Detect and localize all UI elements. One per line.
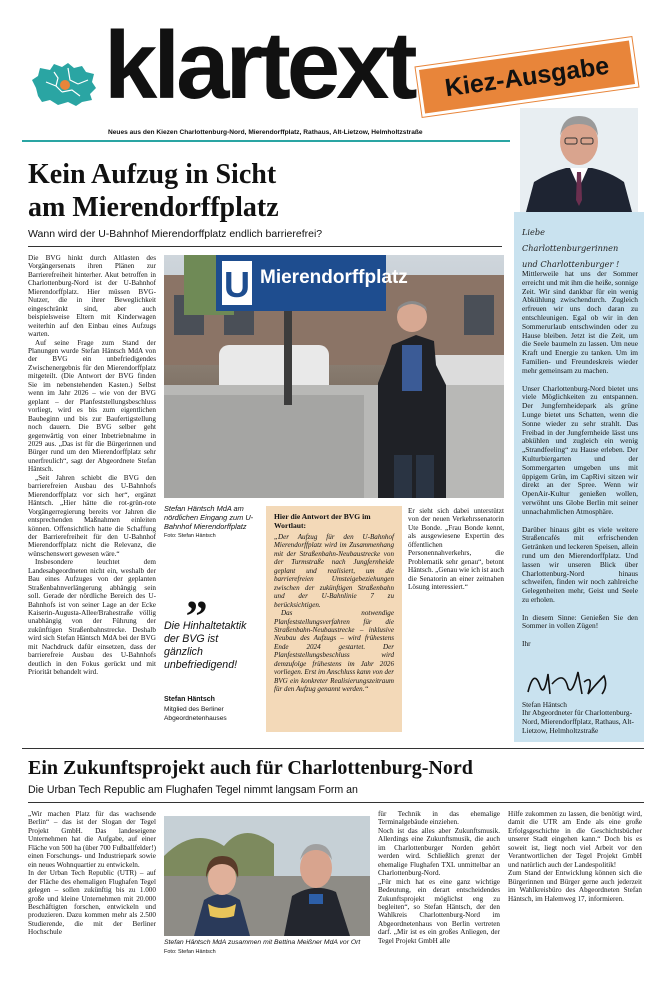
photo-caption-block (164, 504, 256, 539)
article2-rule (28, 802, 644, 803)
article1-paragraph: Die BVG hinkt durch Altlasten des Vorgängersenats ihren Plänen zur Barrierefreiheit hinterher. Akut betroffen in Charlottenburg-Nord ist der U-Bahnhof Mierendorffplatz. Hier müssen BVG-Nutzer, die in ihrer Beweglichkeit eingeschränkt sind, aber auch beispielsweise Eltern mit Kinderwagen weiterhin auf den Einbau eines Aufzugs warten. (28, 254, 156, 339)
quote-mark: „ (186, 569, 208, 618)
article2-top-rule (22, 748, 644, 749)
article1-column-4: Er sieht sich dabei unterstützt von der neuen Verkehrssenatorin Ute Bonde. „Frau Bonde kennt, als ausgewiesene Expertin des öffentlichen Personennahverkehrs, die Problematik sehr genau“, betont Häntsch. „Genau wie ich ist auch die Senatorin an einer zeitnahen Lösung interessiert.“ (408, 507, 504, 592)
masthead-rule (22, 140, 510, 142)
article1-column-1 (28, 254, 156, 732)
signature-name: Stefan Häntsch (522, 700, 567, 709)
station-sign-label: Mierendorffplatz (260, 267, 408, 288)
mierendorffplatz-photo (164, 255, 504, 498)
bvg-answer-box (266, 506, 402, 732)
article2-column-4: Hilfe zukommen zu lassen, die benötigt wird, damit die UTR am Ende als eine große Erfolgsgeschichte in die Geschichtsbücher unserer Stadt eingehen kann.“ Doch bis es soweit ist, liegt noch viel Arbeit vor den Verantwortlichen der Tegel Projekt GmbH und natürlich auch der Landespolitik! Zum Stand der Entwicklung können sich die Bürgerinnen und Bürger gerne auch jederzeit im Wahlkreisbüro des Abgeordneten Stefan Häntsch, im Halemweg 17, informieren. (508, 810, 642, 903)
article1-subhead: Wann wird der U-Bahnhof Mierendorffplatz endlich barrierefrei? (28, 228, 323, 240)
kiez-badge (416, 37, 639, 117)
masthead-title: klartext (104, 12, 414, 119)
bvg-box-paragraph: Das notwendige Planfeststellungsverfahren für die Straßenbahn-Neubaustrecke – inklusive Neubau des Aufzugs – wird frühestens Ende 2024 gestartet. Der Planfeststellungsbeschluss wird demzufolge frühestens im Jahr 2026 vorliegen. Erst im Anschluss kann von der BVG ein konkreter Realisierungszeitraum für den Aufzug genannt werden.“ (274, 609, 394, 694)
headline-line-1: Kein Aufzug in Sicht (28, 159, 277, 190)
article1-headline (28, 158, 488, 224)
photo-caption: Stefan Häntsch MdA am nördlichen Eingang zum U-Bahnhof Mierendorffplatz (164, 504, 254, 531)
quote-author: Stefan Häntsch (164, 696, 215, 703)
sidebar-closing: Ihr (522, 639, 531, 649)
author-portrait (520, 108, 638, 212)
sidebar-paragraph: Darüber hinaus gibt es viele weitere Straßencafés mit erfrischenden Getränken und leckeren Speisen, allein rund um den Mierendorffplatz. Und lassen wir unseren Blick über Charlottenburg-Nord hinaus schweifen, finden wir noch zahlreiche Gelegenheiten mehr, Geist und Seele zu erholen. (522, 524, 638, 604)
bvg-box-paragraph: „Der Aufzug für den U-Bahnhof Mierendorffplatz wird im Zusammenhang mit der Straßenbahn-Neubaustrecke von der Turmstraße nach Jungfernheide geplant und realisiert, um die barrierefreien Umsteigebeziehungen zwischen der zukünftigen Straßenbahn und der U-Bahnlinie 7 zu berücksichtigen. (274, 533, 394, 609)
tegel-photo-caption (164, 939, 374, 956)
tegel-photo (164, 816, 370, 936)
article2-column-1: „Wir machen Platz für das wachsende Berlin“ – das ist der Slogan der Tegel Projekt GmbH. Das landeseigene Unternehmen hat die Aufgabe, auf einer Fläche von 500 ha (über 700 Fußballfelder!) einen Forschungs- und Industriepark sowie ein neues Wohnquartier zu entwickeln. In der Urban Tech Republic (UTR) – auf der Fläche des ehemaligen Flughafen Tegel gelegen – sollen zukünftig bis zu 1.000 große und kleine Unternehmen mit 20.000 Beschäftigten forschen, entwickeln und produzieren. Dazu kommen mehr als 2.500 Studierende, die mit der Berliner Hochschule (28, 810, 156, 937)
masthead-subtitle: Neues aus den Kiezen Charlottenburg-Nord, Mierendorffplatz, Rathaus, Alt-Lietzow, Helmholtzstraße (108, 129, 423, 136)
greeting-line-1: Liebe Charlottenburgerinnen (522, 227, 619, 253)
handwritten-signature (524, 664, 614, 700)
article2-subhead: Die Urban Tech Republic am Flughafen Tegel nimmt langsam Form an (28, 784, 358, 796)
sidebar-text (522, 270, 638, 649)
bvg-box-title: Hier die Antwort der BVG im Wortlaut: (274, 512, 371, 530)
tegel-photo-credit: Foto: Stefan Häntsch (164, 948, 216, 955)
article1-top-rule (28, 246, 502, 247)
pull-quote: Die Hinhaltetaktik der BVG ist gänzlich unbefriedigend! (164, 620, 247, 671)
article2-column-3: für Technik in das ehemalige Terminalgebäude einziehen. Noch ist das alles aber Zukunftsmusik. Allerdings eine Zukunftsmusik, die auch im Charlottenburger Norden gehört werden wird. Schließlich grenzt der ehemalige Flughafen TXL unmittelbar an Charlottenburg-Nord. „Für mich hat es eine ganz wichtige Bedeutung, ein derart entscheidendes Zukunftsprojekt möglichst eng zu begleiten“, so Stefan Häntsch, der den Wahlkreis Charlottenburg-Nord im Abgeordnetenhaus von Berlin vertreten darf. „Mir ist es ein großes Anliegen, der Tegel Projekt GmbH alle (378, 810, 500, 945)
photo-credit: Foto: Stefan Häntsch (164, 533, 216, 539)
article1-paragraph: Auf seine Frage zum Stand der Planungen wurde Stefan Häntsch MdA von der BVG ein unbefriedigendes Zwischenergebnis für den Mierendorffplatz mitgeteilt. (Die Antwort der BVG finden Sie im nebenstehenden Kasten.) Selbst wenn im Jahr 2026 – wie von der BVG geplant – der Planfeststellungsbeschluss vorliegt, wird es bis zum eigentlichen Baubeginn und bis zur Baufertigstellung noch dauern. Die BVG selber geht gegenwärtig von einer Inbetriebnahme in 2029 aus. „Das ist für die Bürgerinnen und Bürger rund um den Mierendorffplatz sehr unerfreulich“, sagt der Abgeordnete Stefan Häntsch. (28, 338, 156, 474)
bvg-box-text (274, 533, 394, 694)
sidebar-paragraph: In diesem Sinne: Genießen Sie den Sommer in vollen Zügen! (522, 612, 638, 631)
signature-role: Ihr Abgeordneter für Charlottenburg-Nord, Mierendorffplatz, Rathaus, Alt-Lietzow, Helmholtzstraße (522, 708, 634, 735)
kiez-badge-label: Kiez-Ausgabe (443, 51, 611, 103)
quote-role: Mitglied des Berliner Abgeordnetenhauses (164, 706, 227, 722)
berlin-map-logo-icon (28, 58, 98, 108)
article1-paragraph: „Seit Jahren schiebt die BVG den barrierefreien Ausbau des U-Bahnhofs Mierendorffplatz vor sich her“, ergänzt Häntsch. „Hier hätte die rot-grün-rote Vorgängerregierung bereits vor Jahren die entsprechenden Maßnahmen einleiten können. Offensichtlich hatte die Schaffung der Barrierefreiheit für den U-Bahnhof Mierendorffplatz nicht die Relevanz, die wünschenswert gewesen wäre.“ (28, 473, 156, 558)
article2-headline: Ein Zukunftsprojekt auch für Charlottenburg-Nord (28, 757, 473, 779)
tegel-caption-text: Stefan Häntsch MdA zusammen mit Bettina Meißner MdA vor Ort (164, 939, 361, 946)
svg-text:U: U (224, 264, 250, 305)
greeting-line-2: und Charlottenburger ! (522, 259, 620, 269)
sidebar-paragraph: Unser Charlottenburg-Nord bietet uns viele Möglichkeiten zu entspannen. Der Jungfernheidepark als grüne Lunge bietet uns Schatten, wenn die Sonne wieder zu sehr strahlt. Das Freibad in der Jungfernheide lässt uns abkühlen und zugleich ein wenig „Strandfeeling“ zu Hause erleben. Der Kulturbiergarten und der Sommergarten umgeben uns mit üppigem Grün, im CapRivi sitzen wir direkt an der Spree. Wenn wir OpenAir-Kultur genießen wollen, verwöhnt uns Globe Berlin mit seiner unnachahmlichen Atmosphäre. (522, 383, 638, 516)
sidebar-greeting (522, 224, 640, 272)
sidebar-paragraph: Mittlerweile hat uns der Sommer erreicht und mit ihm die heiße, sonnige Zeit. Wir sind dankbar für ein wenig Abkühlung zwischendurch. Zugleich erfreuen wir uns doch daran zu entschleunigen. Egal ob wir in den Sommerurlaub entschwinden oder zu Hause bleiben. Jetzt ist die Zeit, um die Seele baumeln zu lassen. Um neue Kraft und Energie zu tanken. Um im Familien- und Freundeskreis wieder mehr gemeinsam zu machen. (522, 269, 638, 375)
article1-paragraph: Insbesondere leuchtet dem Landesabgeordneten nicht ein, weshalb der Bau eines Aufzuges von der geplanten Straßenbahnverlängerung abhängig sein soll. Gerade der nördliche Bereich des U-Bahnhofs ist von seiner Lage an der Ecke Kaiserin-Augusta-Allee/Brahestraße völlig unabhängig von der Führung der zukünftigen Straßenbahnstrecke. Deshalb wird sich Stefan Häntsch MdA bei der BVG mit Nachdruck dafür einsetzen, dass der barrierefreie Ausbau des U-Bahnhofs deutlich in den Fokus gerückt und mit Priorität behandelt wird. (28, 558, 156, 677)
headline-line-2: am Mierendorffplatz (28, 192, 279, 223)
